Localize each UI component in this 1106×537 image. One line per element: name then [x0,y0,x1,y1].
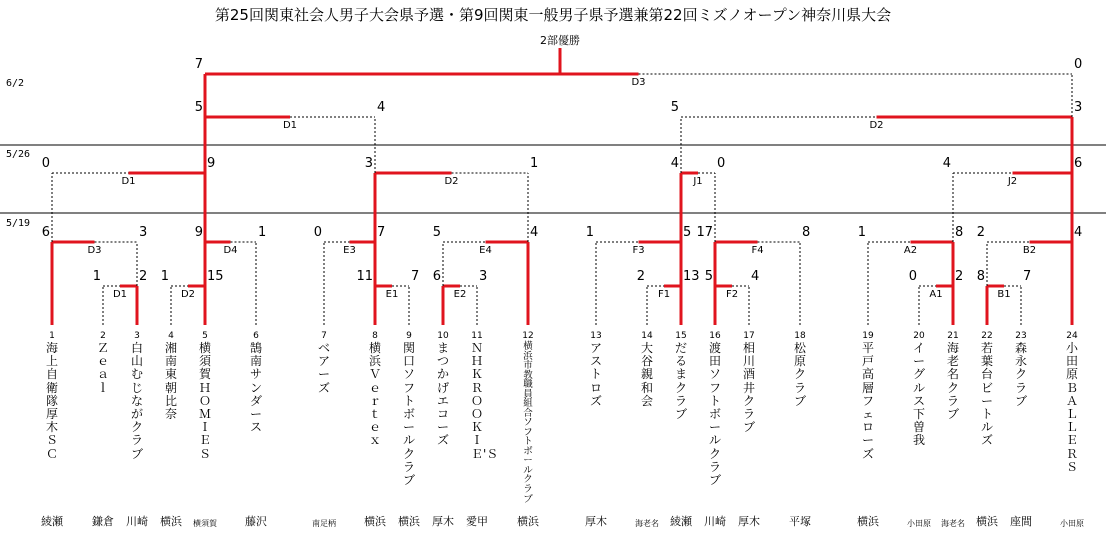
team-entry [199,331,211,461]
team-entry [862,331,874,461]
team-region: 海老名 [941,519,965,528]
team-number: 18 [794,331,806,341]
team-entry [250,331,262,434]
team-number: 16 [709,331,721,341]
score-left: 5 [670,100,679,115]
team-name: 横浜市教職員組合ソフトボールクラブ [523,341,533,505]
team-entry [403,331,415,487]
score-right: 6 [1074,156,1083,171]
team-region: 川崎 [126,515,148,528]
team-number: 7 [321,331,327,341]
score-left: 2 [976,225,985,240]
date-semis: 5/26 [6,149,31,160]
page-title: 第25回関東社会人男子大会県予選・第9回関東一般男子県予選兼第22回ミズノオープン神奈川県大会 [214,6,892,24]
team-region: 海老名 [635,519,659,528]
score-left: 5 [194,100,203,115]
match-code: E2 [453,289,467,300]
date-final: 6/2 [6,78,25,89]
match-code: F4 [751,245,764,256]
team-name: 横浜Ｖｅｒｔｅｘ [369,341,382,448]
team-region: 横須賀 [193,519,217,528]
team-region: 横浜 [398,515,420,528]
score-left: 1 [160,269,169,284]
score-right: 1 [530,156,539,171]
score-left: 7 [194,57,203,72]
match-code: E4 [479,245,492,256]
score-left: 1 [585,225,594,240]
score-left: 17 [696,225,713,240]
match-code: D1 [112,289,128,300]
score-right: 8 [955,225,964,240]
match-code: D4 [223,245,238,256]
team-entry [981,331,993,448]
score-left: 8 [976,269,985,284]
match-code: E3 [343,245,356,256]
team-entry [318,331,330,395]
team-entry [1015,331,1027,408]
score-right: 8 [802,225,811,240]
team-number: 19 [862,331,874,341]
match-code: D2 [444,176,459,187]
team-entry [369,331,381,448]
team-number: 9 [406,331,412,341]
score-left: 4 [670,156,679,171]
team-region: 横浜 [517,515,539,528]
champion-label: 2部優勝 [540,34,580,47]
match-code: F2 [725,289,739,300]
team-region: 厚木 [585,515,607,528]
team-name: 渡田ソフトボールクラブ [709,341,722,488]
score-right: 5 [683,225,692,240]
team-region: 南足柄 [312,519,336,528]
team-region: 平塚 [789,515,811,528]
score-right: 4 [1074,225,1083,240]
score-left: 0 [908,269,917,284]
match-code: E1 [385,289,399,300]
score-left: 0 [313,225,322,240]
team-entry [675,331,687,421]
match-code: J1 [693,176,703,187]
team-region: 横浜 [857,515,879,528]
match-code: B1 [997,289,1011,300]
score-right: 7 [411,269,420,284]
team-region: 厚木 [738,515,760,528]
team-number: 11 [471,331,483,341]
team-number: 23 [1015,331,1027,341]
team-name: 海上自衛隊厚木ＳＣ [46,341,59,461]
team-number: 12 [522,331,534,341]
score-right: 13 [683,269,700,284]
score-left: 5 [704,269,713,284]
team-name: Ｚｅａｌ [97,341,110,395]
score-right: 3 [139,225,148,240]
score-right: 3 [479,269,488,284]
team-region: 座間 [1010,515,1032,528]
team-name: 平戸高層フェローズ [862,341,875,461]
team-name: 松原クラブ [794,341,807,408]
score-left: 1 [92,269,101,284]
team-name: アストロズ [590,341,603,408]
team-name: ＮＨＫＲＯＯＫＩＥ'Ｓ [471,341,499,461]
team-entry [97,331,109,395]
team-name: 白山むじながクラブ [131,341,144,461]
date-first-day: 5/19 [6,218,31,229]
team-region: 小田原 [907,519,931,528]
score-left: 5 [432,225,441,240]
score-right: 4 [751,269,760,284]
team-number: 17 [743,331,755,341]
score-left: 6 [41,225,50,240]
match-code: A2 [903,245,918,256]
team-number: 20 [913,331,925,341]
score-left: 2 [636,269,645,284]
team-number: 24 [1066,331,1078,341]
team-number: 22 [981,331,993,341]
team-region: 小田原 [1060,519,1084,528]
score-right: 7 [1023,269,1032,284]
team-entry [46,331,58,461]
team-name: 横須賀ＨＯＭＩＥＳ [199,341,212,461]
team-name: ベアーズ [318,341,331,395]
match-code: J2 [1007,176,1018,187]
team-entry [947,331,959,421]
match-code: D3 [631,77,646,88]
score-left: 0 [41,156,50,171]
score-right: 4 [377,100,386,115]
team-number: 5 [202,331,208,341]
team-entry [590,331,602,408]
team-entry [131,331,143,461]
team-name: まつかげエコーズ [437,341,450,448]
team-name: 相川酒井クラブ [743,341,756,435]
team-region: 愛甲 [466,515,488,528]
match-code: D1 [121,176,136,187]
team-name: 大谷親和会 [641,341,654,408]
team-name: 小田原ＢＡＬＬＥＲＳ [1066,341,1079,474]
team-name: 海老名クラブ [947,341,960,422]
team-region: 横浜 [364,515,386,528]
team-entry [641,331,653,408]
score-right: 7 [377,225,386,240]
team-region: 藤沢 [245,515,267,528]
team-entry [709,331,721,487]
team-entry [794,331,806,408]
team-name: 森永クラブ [1015,341,1028,408]
score-right: 2 [955,269,964,284]
team-name: だるまクラブ [675,341,688,422]
score-right: 0 [1074,57,1083,72]
team-entry [522,331,534,504]
team-name: 湘南東朝比奈 [165,341,178,422]
team-number: 6 [253,331,259,341]
team-region: 横浜 [976,515,998,528]
score-right: 1 [258,225,267,240]
match-code: D1 [282,120,298,131]
team-number: 8 [372,331,378,341]
team-number: 13 [590,331,602,341]
team-number: 2 [100,331,106,341]
team-entry [437,331,449,448]
score-left: 4 [942,156,951,171]
score-left: 3 [364,156,373,171]
score-left: 11 [356,269,373,284]
team-name: 若葉台ビートルズ [981,341,994,448]
score-left: 6 [432,269,441,284]
team-entry [1066,331,1078,474]
team-entry [471,331,499,461]
score-left: 1 [857,225,866,240]
team-region: 川崎 [704,515,726,528]
score-right: 15 [207,269,224,284]
team-name: 鵠南サンダース [250,341,263,435]
match-code: D3 [87,245,102,256]
team-number: 4 [168,331,174,341]
match-code: A1 [929,289,943,300]
team-entry [913,331,925,448]
team-number: 14 [641,331,653,341]
team-name: 関口ソフトボールクラブ [403,341,416,488]
team-number: 10 [437,331,449,341]
team-entry [165,331,177,421]
team-region: 厚木 [432,515,454,528]
team-name: イーグルス下曽我 [913,341,926,448]
score-right: 0 [717,156,726,171]
team-region: 綾瀬 [41,515,63,528]
score-right: 3 [1074,100,1083,115]
score-left: 9 [194,225,203,240]
team-region: 横浜 [160,515,182,528]
match-code: D2 [180,289,196,300]
team-number: 1 [49,331,55,341]
match-code: B2 [1022,245,1037,256]
team-number: 3 [134,331,140,341]
team-number: 15 [675,331,687,341]
team-region: 鎌倉 [92,515,114,528]
score-right: 4 [530,225,539,240]
match-code: F1 [657,289,671,300]
match-code: D2 [869,120,884,131]
match-code: F3 [632,245,645,256]
team-entry [743,331,755,434]
score-right: 2 [139,269,148,284]
score-right: 9 [207,156,216,171]
team-number: 21 [947,331,959,341]
team-region: 綾瀬 [670,515,692,528]
